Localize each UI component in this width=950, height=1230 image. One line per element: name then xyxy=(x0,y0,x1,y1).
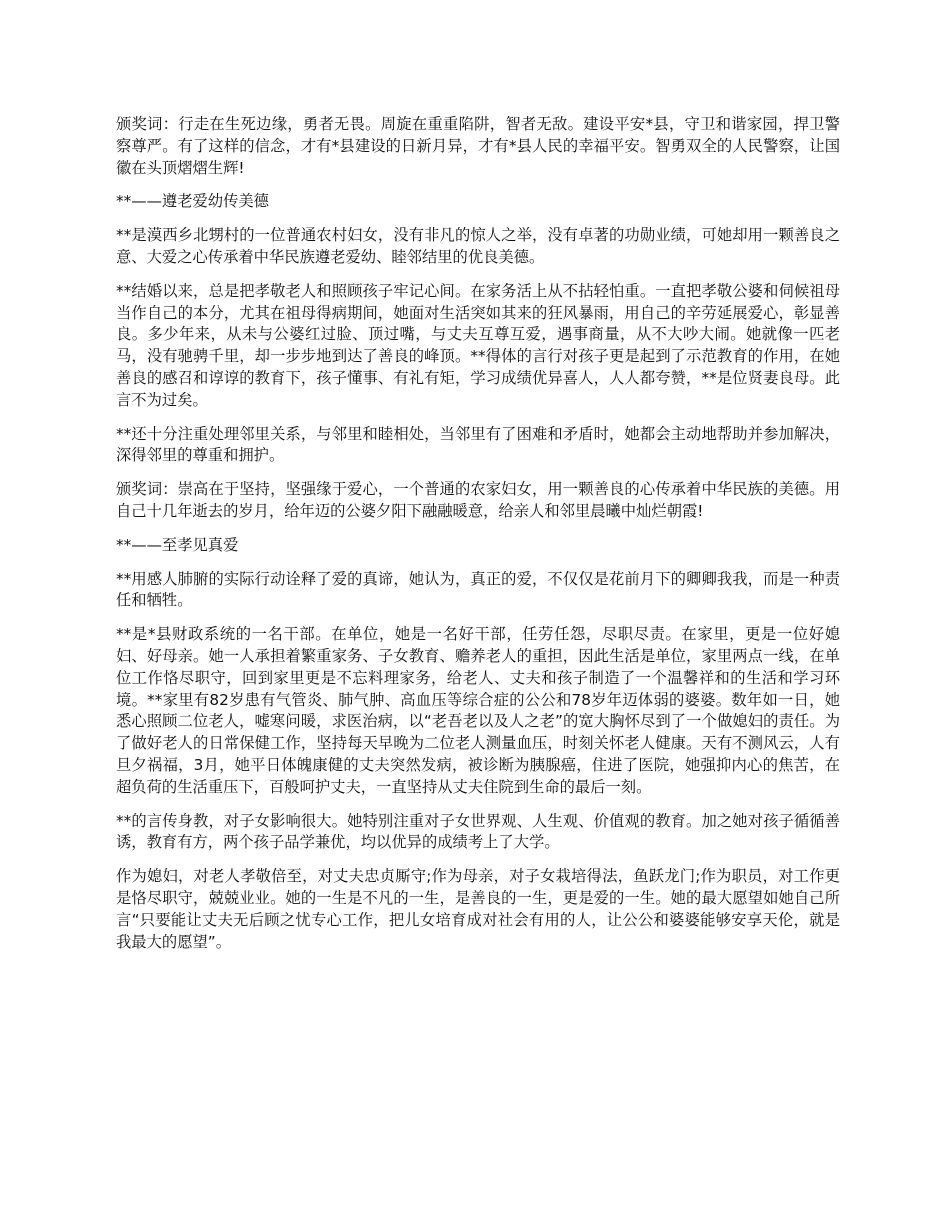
paragraph-children-education: **的言传身教，对子女影响很大。她特别注重对子女世界观、人生观、价值观的教育。加之她对孩子循循善诱，教育有方，两个孩子品学兼优，均以优异的成绩考上了大学。 xyxy=(116,811,840,852)
paragraph-intro-village-woman: **是漠西乡北甥村的一位普通农村妇女，没有非凡的惊人之举，没有卓著的功勋业绩，可她却用一颗善良之意、大爱之心传承着中华民族遵老爱幼、睦邻结里的优良美德。 xyxy=(116,226,840,266)
paragraph-neighbor-relations: **还十分注重处理邻里关系，与邻里和睦相处，当邻里有了困难和矛盾时，她都会主动地帮助并参加解决，深得邻里的尊重和拥护。 xyxy=(116,424,840,465)
paragraph-finance-cadre: **是*县财政系统的一名干部。在单位，她是一名好干部，任劳任怨，尽职尽责。在家里，更是一位好媳妇、好母亲。她一人承担着繁重家务、子女教育、赡养老人的重担，因此生活是单位，家里两点一线，在单位工作恪尽职守，回到家里更是不忘料理家务，给老人、丈夫和孩子制造了一个温馨祥和的生活和学习环境。**家里有82岁患有气管炎、肺气肿、高血压等综合症的公公和78岁年迈体弱的婆婆。数年如一日，她悉心照顾二位老人，嘘寒问暖，求医治病，以“老吾老以及人之老”的宽大胸怀尽到了一个做媳妇的责任。为了做好老人的日常保健工作，坚持每天早晚为二位老人测量血压，时刻关怀老人健康。天有不测风云，人有旦夕祸福，3月，她平日体魄康健的丈夫突然发病，被诊断为胰腺癌，住进了医院，她强抑内心的焦苦，在超负荷的生活重压下，百般呵护丈夫，一直坚持从丈夫住院到生命的最后一刻。 xyxy=(116,625,840,796)
paragraph-true-love: **用感人肺腑的实际行动诠释了爱的真谛，她认为，真正的爱，不仅仅是花前月下的卿卿我我，而是一种责任和牺牲。 xyxy=(116,569,840,610)
paragraph-marriage-filial: **结婚以来，总是把孝敬老人和照顾孩子牢记心间。在家务活上从不拈轻怕重。一直把孝敬公婆和伺候祖母当作自己的本分，尤其在祖母得病期间，她面对生活突如其来的狂风暴雨，用自己的辛劳延展爱心，彰显善良。多少年来，从未与公婆红过脸、顶过嘴，与丈夫互尊互爱，遇事商量，从不大吵大闹。她就像一匹老马，没有驰骋千里，却一步步地到达了善良的峰顶。**得体的言行对孩子更是起到了示范教育的作用，在她善良的感召和谆谆的教育下，孩子懂事、有礼有矩，学习成绩优异喜人，人人都夸赞，**是位贤妻良母。此言不为过矣。 xyxy=(116,281,840,409)
document-page xyxy=(116,114,840,965)
award-citation-village-woman: 颁奖词：崇高在于坚持，坚强缘于爱心，一个普通的农家妇女，用一颗善良的心传承着中华民族的美德。用自己十几年逝去的岁月，给年迈的公婆夕阳下融融暖意，给亲人和邻里晨曦中灿烂朝霞! xyxy=(116,480,840,520)
section-heading-filial-love: **——至孝见真爱 xyxy=(116,535,239,554)
paragraph-summary-life: 作为媳妇，对老人孝敬倍至，对丈夫忠贞厮守;作为母亲，对子女栽培得法，鱼跃龙门;作为职员，对工作更是恪尽职守，兢兢业业。她的一生是不凡的一生，是善良的一生，更是爱的一生。她的最大愿望如她自己所言“只要能让丈夫无后顾之忧专心工作，把儿女培育成对社会有用的人，让公公和婆婆能够安享天伦，就是我最大的愿望”。 xyxy=(116,867,840,951)
award-citation-police: 颁奖词：行走在生死边缘，勇者无畏。周旋在重重陷阱，智者无敌。建设平安*县，守卫和谐家园，捍卫警察尊严。有了这样的信念，才有*县建设的日新月异，才有*县人民的幸福平安。智勇双全的人民警察，让国徽在头顶熠熠生辉! xyxy=(116,115,840,177)
section-heading-respect-elders: **——遵老爱幼传美德 xyxy=(116,192,269,211)
